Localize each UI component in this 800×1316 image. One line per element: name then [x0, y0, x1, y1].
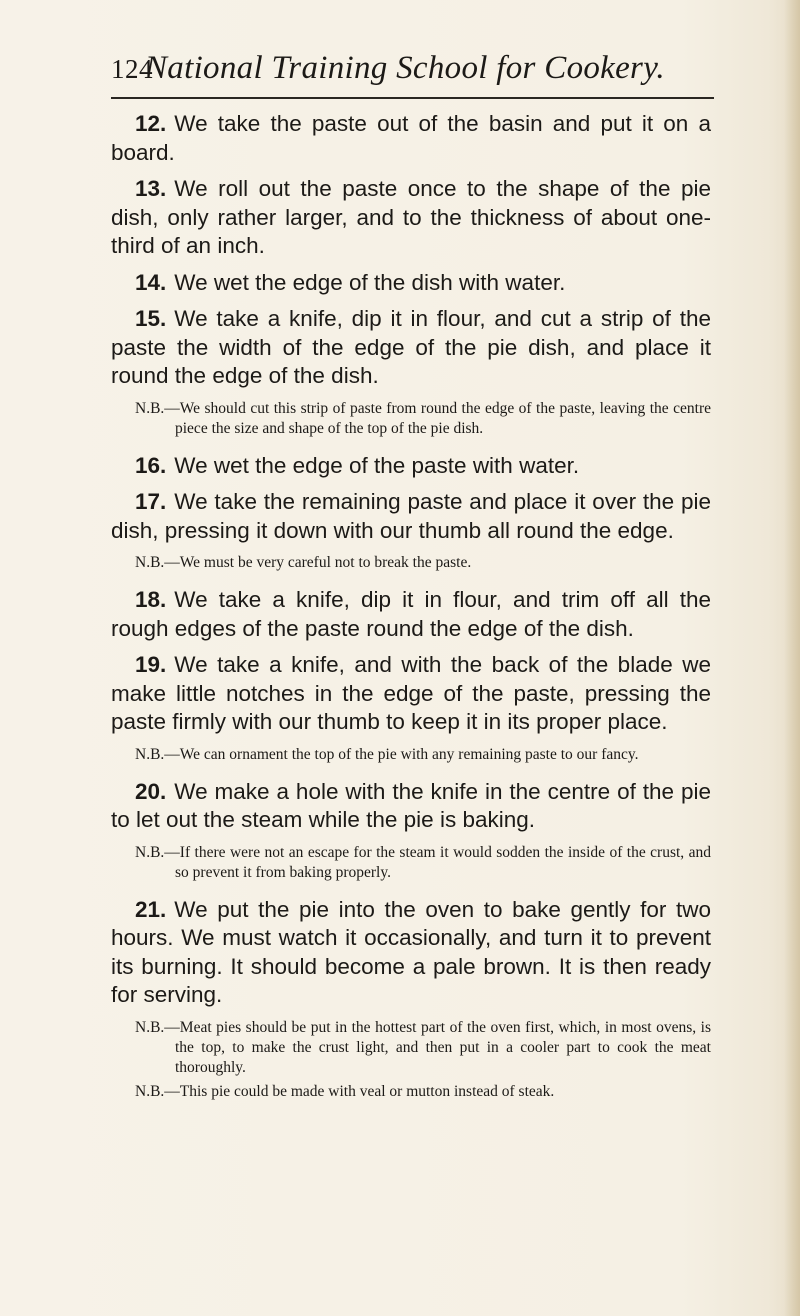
page-header [111, 48, 711, 92]
step-13 [111, 175, 711, 261]
step-text: We take the paste out of the basin and put it on a board. [111, 111, 711, 165]
step-number: 17. [135, 489, 167, 514]
note-veal-mutton: N.B.—This pie could be made with veal or mutton instead of steak. [135, 1082, 555, 1100]
step-number: 18. [135, 587, 167, 612]
step-number: 16. [135, 452, 167, 478]
step-19 [111, 651, 711, 737]
step-number: 15. [135, 306, 167, 331]
step-15 [111, 305, 711, 391]
step-18 [111, 586, 711, 643]
step-number: 19. [135, 652, 167, 677]
step-14 [111, 269, 711, 298]
note-ornament: N.B.—We can ornament the top of the pie with any remaining paste to our fancy. [135, 745, 639, 763]
note-meat-pies: N.B.—Meat pies should be put in the hottest part of the oven first, which, in most ovens, is the top, to make the crust light, and then put in a cooler part to cook the meat thoroughly. [135, 1018, 711, 1076]
step-number: 20. [135, 778, 167, 804]
note-careful: N.B.—We must be very careful not to break the paste. [135, 554, 472, 571]
step-text: We roll out the paste once to the shape of the pie dish, only rather larger, and to the thickness of about one-third of an inch. [111, 176, 711, 258]
step-text: We take a knife, and with the back of the blade we make little notches in the edge of the paste, pressing the paste firmly with our thumb to keep it in its proper place. [111, 652, 711, 734]
step-17 [111, 488, 711, 545]
step-text: We make a hole with the knife in the centre of the pie to let out the steam while the pie is baking. [111, 778, 711, 832]
step-text: We wet the edge of the dish with water. [174, 269, 566, 295]
header-rule [111, 97, 714, 99]
step-20 [111, 778, 711, 835]
step-text: We take a knife, dip it in flour, and cut a strip of the paste the width of the edge of the pie dish, and place it round the edge of the dish. [111, 306, 711, 388]
step-12 [111, 110, 711, 167]
step-text: We take a knife, dip it in flour, and trim off all the rough edges of the paste round the edge of the dish. [111, 587, 711, 641]
step-16 [111, 452, 711, 481]
page-number: 124 [111, 54, 153, 84]
running-title: National Training School for Cookery. [145, 50, 665, 86]
note-strip-of-paste: N.B.—We should cut this strip of paste from round the edge of the paste, leaving the centre piece the size and shape of the top of the pie dish. [135, 399, 711, 437]
step-number: 14. [135, 269, 167, 295]
step-text: We put the pie into the oven to bake gently for two hours. We must watch it occasionally, and turn it to prevent its burning. It should become a pale brown. It is then ready for serving. [111, 896, 711, 1007]
page-edge-shadow [784, 0, 800, 1316]
step-text: We take the remaining paste and place it over the pie dish, pressing it down with our thumb all round the edge. [111, 489, 711, 543]
step-number: 21. [135, 896, 167, 922]
note-steam: N.B.—If there were not an escape for the steam it would sodden the inside of the crust, and so prevent it from baking properly. [135, 843, 711, 881]
recipe-steps [111, 110, 711, 1115]
step-text: We wet the edge of the paste with water. [174, 452, 580, 478]
step-21 [111, 896, 711, 1010]
step-number: 13. [135, 176, 167, 201]
step-number: 12. [135, 111, 167, 136]
